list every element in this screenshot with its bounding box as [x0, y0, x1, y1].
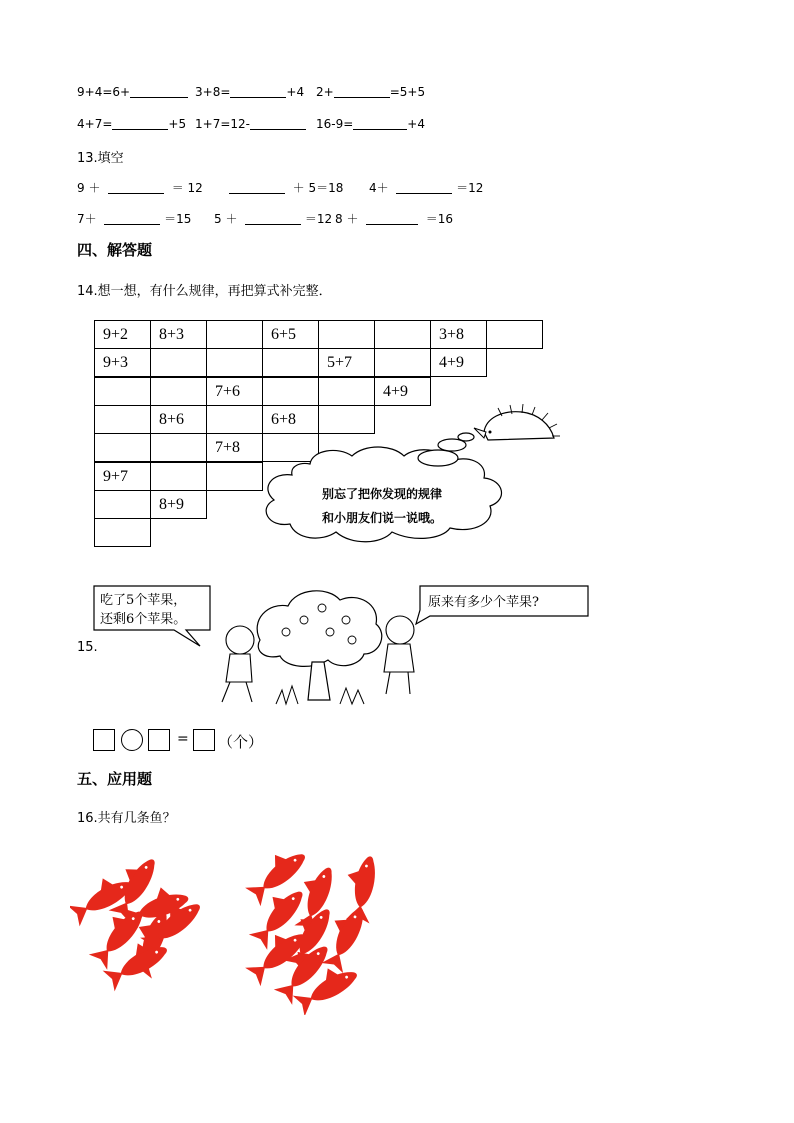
grid-cell-blank[interactable] [94, 490, 151, 519]
grid-cell-expression: 4+9 [430, 348, 487, 377]
grid-cell-expression: 8+3 [150, 320, 207, 349]
left-speech-line-2: 还剩6个苹果。 [100, 612, 187, 627]
grid-cell-expression: 9+3 [94, 348, 151, 377]
thought-dot [418, 450, 458, 466]
grid-cell-blank[interactable] [150, 377, 207, 406]
grid-cell-blank[interactable] [150, 433, 207, 462]
apple-tree-illustration [90, 580, 610, 710]
grid-cell-blank[interactable] [262, 348, 319, 377]
grid-cell-expression: 5+7 [318, 348, 375, 377]
grid-cell-expression: 7+6 [206, 377, 263, 406]
bubble-text-line-1: 别忘了把你发现的规律 [321, 487, 443, 501]
section-heading-4: 四、解答题 [77, 241, 153, 259]
unit-label: （个） [218, 733, 264, 751]
q16-title: 16.共有几条鱼？ [77, 811, 176, 826]
grid-cell-blank[interactable] [94, 518, 151, 547]
grid-cell-expression: 8+9 [150, 490, 207, 519]
answer-blank[interactable] [334, 85, 390, 98]
grid-cell-blank[interactable] [374, 320, 431, 349]
grid-cell-expression: 9+7 [94, 462, 151, 491]
bubble-text-line-2: 和小朋友们说一说哦。 [321, 511, 443, 525]
grid-cell-expression: 8+6 [150, 405, 207, 434]
answer-blank[interactable] [250, 117, 306, 130]
answer-blank[interactable] [112, 117, 168, 130]
grid-cell-blank[interactable] [486, 320, 543, 349]
thought-bubble-illustration [252, 400, 562, 550]
answer-blank[interactable] [104, 212, 160, 225]
grid-cell-blank[interactable] [94, 377, 151, 406]
answer-box[interactable] [193, 729, 215, 751]
answer-blank[interactable] [245, 212, 301, 225]
answer-box[interactable] [148, 729, 170, 751]
operator-circle[interactable] [121, 729, 143, 751]
grid-cell-expression: 9+2 [94, 320, 151, 349]
q14-title: 14.想一想，有什么规律，再把算式补完整． [77, 284, 332, 299]
grid-cell-blank[interactable] [206, 348, 263, 377]
answer-blank[interactable] [130, 85, 188, 98]
fish-illustration [70, 835, 410, 1015]
grid-cell-expression: 6+8 [262, 405, 319, 434]
grid-cell-blank[interactable] [94, 433, 151, 462]
left-speech-line-1: 吃了5个苹果， [100, 593, 187, 608]
q15-number: 15. [77, 640, 98, 655]
tree-trunk [308, 662, 330, 700]
grid-cell-blank[interactable] [318, 320, 375, 349]
q13-title: 13.填空 [77, 151, 124, 166]
grid-cell-expression: 6+5 [262, 320, 319, 349]
answer-blank[interactable] [353, 117, 407, 130]
tree-crown [257, 591, 382, 667]
answer-blank[interactable] [396, 181, 452, 194]
hedgehog-icon [474, 404, 560, 440]
grid-cell-blank[interactable] [94, 405, 151, 434]
boy-right-icon [384, 616, 414, 694]
boy-left-icon [222, 626, 254, 702]
equals-sign: = [177, 731, 189, 747]
thought-dot [458, 433, 474, 441]
answer-blank[interactable] [229, 181, 285, 194]
answer-blank[interactable] [366, 212, 418, 225]
grid-cell-blank[interactable] [150, 462, 207, 491]
section-heading-5: 五、应用题 [77, 770, 153, 788]
answer-box[interactable] [93, 729, 115, 751]
grid-cell-blank[interactable] [150, 348, 207, 377]
answer-blank[interactable] [230, 85, 286, 98]
right-speech-text: 原来有多少个苹果? [428, 595, 539, 610]
answer-blank[interactable] [108, 181, 164, 194]
grid-cell-expression: 4+9 [374, 377, 431, 406]
grid-cell-expression: 3+8 [430, 320, 487, 349]
grid-cell-blank[interactable] [374, 348, 431, 377]
grid-cell-expression: 7+8 [206, 433, 263, 462]
grid-cell-blank[interactable] [206, 320, 263, 349]
